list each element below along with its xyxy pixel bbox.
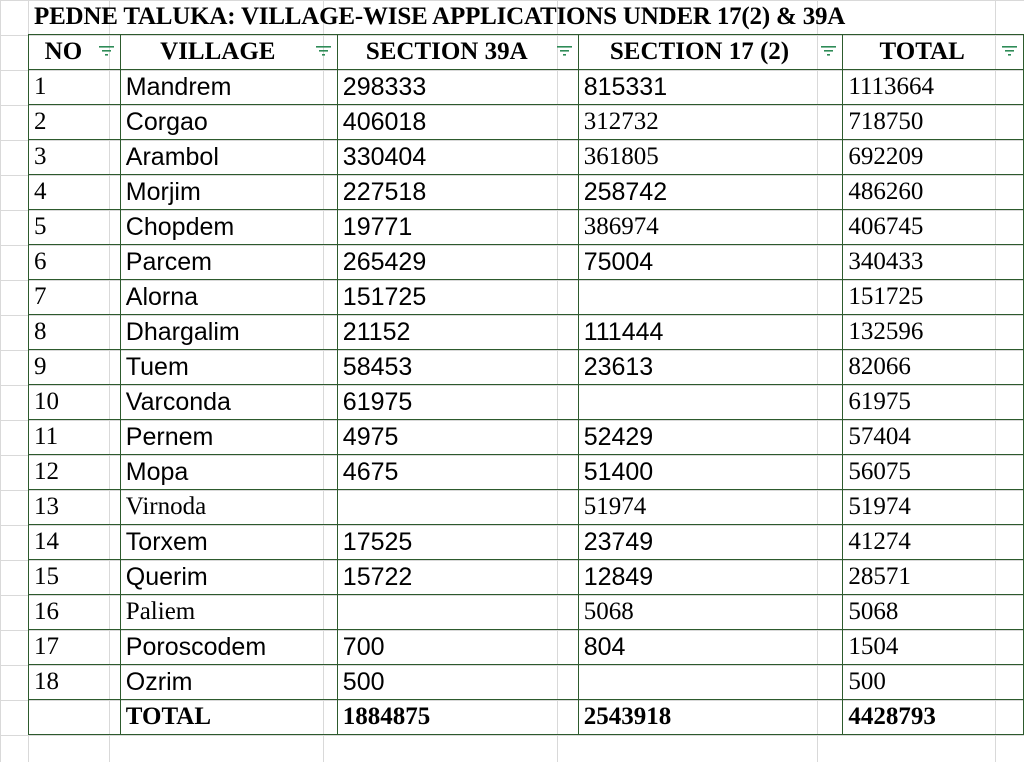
cell-no[interactable]: 5	[29, 210, 121, 245]
table-row	[29, 595, 1024, 630]
cell-no[interactable]: 2	[29, 105, 121, 140]
cell-village[interactable]: Morjim	[120, 175, 337, 210]
cell-no[interactable]: 3	[29, 140, 121, 175]
cell-section-17-2[interactable]: 804	[578, 630, 843, 665]
cell-section-17-2[interactable]: 12849	[578, 560, 843, 595]
cell-section-39a[interactable]: 500	[337, 665, 578, 700]
table-row	[29, 665, 1024, 700]
cell-village[interactable]: TOTAL	[120, 700, 337, 735]
cell-total[interactable]: 151725	[843, 280, 1024, 315]
cell-section-17-2[interactable]: 23613	[578, 350, 843, 385]
sheet-title: PEDNE TALUKA: VILLAGE-WISE APPLICATIONS UNDER 17(2) & 39A	[34, 3, 846, 30]
cell-total[interactable]: 340433	[843, 245, 1024, 280]
cell-section-17-2[interactable]: 51400	[578, 455, 843, 490]
cell-village[interactable]: Alorna	[120, 280, 337, 315]
cell-section-39a[interactable]: 4975	[337, 420, 578, 455]
cell-no[interactable]: 4	[29, 175, 121, 210]
cell-section-39a[interactable]	[337, 595, 578, 630]
cell-section-17-2[interactable]: 75004	[578, 245, 843, 280]
cell-total[interactable]: 28571	[843, 560, 1024, 595]
table-row	[29, 455, 1024, 490]
cell-no[interactable]: 1	[29, 70, 121, 105]
cell-section-17-2[interactable]: 815331	[578, 70, 843, 105]
totals-row	[29, 700, 1024, 735]
filter-icon[interactable]	[1002, 45, 1017, 57]
header-label: TOTAL	[879, 38, 965, 65]
cell-section-39a[interactable]: 298333	[337, 70, 578, 105]
cell-section-39a[interactable]	[337, 490, 578, 525]
cell-section-17-2[interactable]: 2543918	[578, 700, 843, 735]
cell-section-17-2[interactable]	[578, 280, 843, 315]
cell-no[interactable]: 12	[29, 455, 121, 490]
table-row	[29, 245, 1024, 280]
cell-section-17-2[interactable]	[578, 385, 843, 420]
cell-total[interactable]: 406745	[843, 210, 1024, 245]
header-label: SECTION 39A	[365, 38, 528, 65]
cell-section-17-2[interactable]: 312732	[578, 105, 843, 140]
table-row	[29, 280, 1024, 315]
cell-section-39a[interactable]: 21152	[337, 315, 578, 350]
cell-section-17-2[interactable]	[578, 665, 843, 700]
cell-section-39a[interactable]: 15722	[337, 560, 578, 595]
cell-no[interactable]: 14	[29, 525, 121, 560]
cell-total[interactable]: 5068	[843, 595, 1024, 630]
cell-section-17-2[interactable]: 258742	[578, 175, 843, 210]
table-row	[29, 315, 1024, 350]
cell-section-39a[interactable]: 19771	[337, 210, 578, 245]
cell-total[interactable]: 1113664	[843, 70, 1024, 105]
cell-section-17-2[interactable]: 111444	[578, 315, 843, 350]
cell-village[interactable]: Arambol	[120, 140, 337, 175]
table-row	[29, 105, 1024, 140]
cell-total[interactable]: 486260	[843, 175, 1024, 210]
header-label: SECTION 17 (2)	[609, 38, 790, 65]
header-label: NO	[44, 38, 83, 65]
header-label: VILLAGE	[160, 38, 276, 65]
header-total[interactable]	[843, 35, 1024, 70]
cell-village[interactable]: Torxem	[120, 525, 337, 560]
cell-total[interactable]: 1504	[843, 630, 1024, 665]
cell-section-39a[interactable]: 406018	[337, 105, 578, 140]
cell-no[interactable]: 8	[29, 315, 121, 350]
table-row	[29, 140, 1024, 175]
header-village[interactable]	[120, 35, 337, 70]
cell-village[interactable]: Parcem	[120, 245, 337, 280]
cell-village[interactable]: Poroscodem	[120, 630, 337, 665]
cell-village[interactable]: Paliem	[120, 595, 337, 630]
table-row	[29, 350, 1024, 385]
cell-section-17-2[interactable]: 361805	[578, 140, 843, 175]
cell-village[interactable]: Mopa	[120, 455, 337, 490]
cell-no[interactable]: 6	[29, 245, 121, 280]
cell-village[interactable]: Mandrem	[120, 70, 337, 105]
cell-village[interactable]: Tuem	[120, 350, 337, 385]
cell-no[interactable]: 7	[29, 280, 121, 315]
cell-village[interactable]: Ozrim	[120, 665, 337, 700]
cell-section-17-2[interactable]: 51974	[578, 490, 843, 525]
cell-section-39a[interactable]: 17525	[337, 525, 578, 560]
cell-village[interactable]: Querim	[120, 560, 337, 595]
filter-icon[interactable]	[99, 45, 114, 57]
cell-section-39a[interactable]: 61975	[337, 385, 578, 420]
filter-icon[interactable]	[316, 45, 331, 57]
table-row	[29, 525, 1024, 560]
cell-no[interactable]: 18	[29, 665, 121, 700]
cell-section-17-2[interactable]: 5068	[578, 595, 843, 630]
cell-no[interactable]: 13	[29, 490, 121, 525]
cell-no[interactable]: 16	[29, 595, 121, 630]
cell-no[interactable]	[29, 700, 121, 735]
table-row	[29, 70, 1024, 105]
header-section-17-2[interactable]	[578, 35, 843, 70]
cell-total[interactable]: 132596	[843, 315, 1024, 350]
cell-section-39a[interactable]: 58453	[337, 350, 578, 385]
cell-village[interactable]: Dhargalim	[120, 315, 337, 350]
header-row	[29, 35, 1024, 70]
cell-section-39a[interactable]: 1884875	[337, 700, 578, 735]
cell-village[interactable]: Chopdem	[120, 210, 337, 245]
cell-village[interactable]: Corgao	[120, 105, 337, 140]
cell-total[interactable]: 57404	[843, 420, 1024, 455]
cell-total[interactable]: 718750	[843, 105, 1024, 140]
cell-section-39a[interactable]: 151725	[337, 280, 578, 315]
table-row	[29, 175, 1024, 210]
cell-section-39a[interactable]: 330404	[337, 140, 578, 175]
cell-total[interactable]: 61975	[843, 385, 1024, 420]
cell-total[interactable]: 692209	[843, 140, 1024, 175]
cell-section-39a[interactable]: 4675	[337, 455, 578, 490]
cell-total[interactable]: 4428793	[843, 700, 1024, 735]
cell-total[interactable]: 500	[843, 665, 1024, 700]
cell-section-39a[interactable]: 700	[337, 630, 578, 665]
cell-village[interactable]: Virnoda	[120, 490, 337, 525]
cell-no[interactable]: 11	[29, 420, 121, 455]
cell-section-17-2[interactable]: 52429	[578, 420, 843, 455]
cell-no[interactable]: 10	[29, 385, 121, 420]
header-section-39a[interactable]	[337, 35, 578, 70]
header-no[interactable]	[29, 35, 121, 70]
table-row	[29, 385, 1024, 420]
cell-total[interactable]: 82066	[843, 350, 1024, 385]
cell-no[interactable]: 17	[29, 630, 121, 665]
applications-table	[28, 34, 1024, 735]
cell-section-39a[interactable]: 227518	[337, 175, 578, 210]
cell-total[interactable]: 56075	[843, 455, 1024, 490]
table-row	[29, 490, 1024, 525]
table-row	[29, 420, 1024, 455]
cell-total[interactable]: 51974	[843, 490, 1024, 525]
cell-total[interactable]: 41274	[843, 525, 1024, 560]
cell-village[interactable]: Pernem	[120, 420, 337, 455]
filter-icon[interactable]	[557, 45, 572, 57]
table-row	[29, 560, 1024, 595]
filter-icon[interactable]	[821, 45, 836, 57]
cell-section-17-2[interactable]: 386974	[578, 210, 843, 245]
cell-section-17-2[interactable]: 23749	[578, 525, 843, 560]
cell-section-39a[interactable]: 265429	[337, 245, 578, 280]
table-row	[29, 210, 1024, 245]
cell-no[interactable]: 15	[29, 560, 121, 595]
cell-village[interactable]: Varconda	[120, 385, 337, 420]
cell-no[interactable]: 9	[29, 350, 121, 385]
table-row	[29, 630, 1024, 665]
